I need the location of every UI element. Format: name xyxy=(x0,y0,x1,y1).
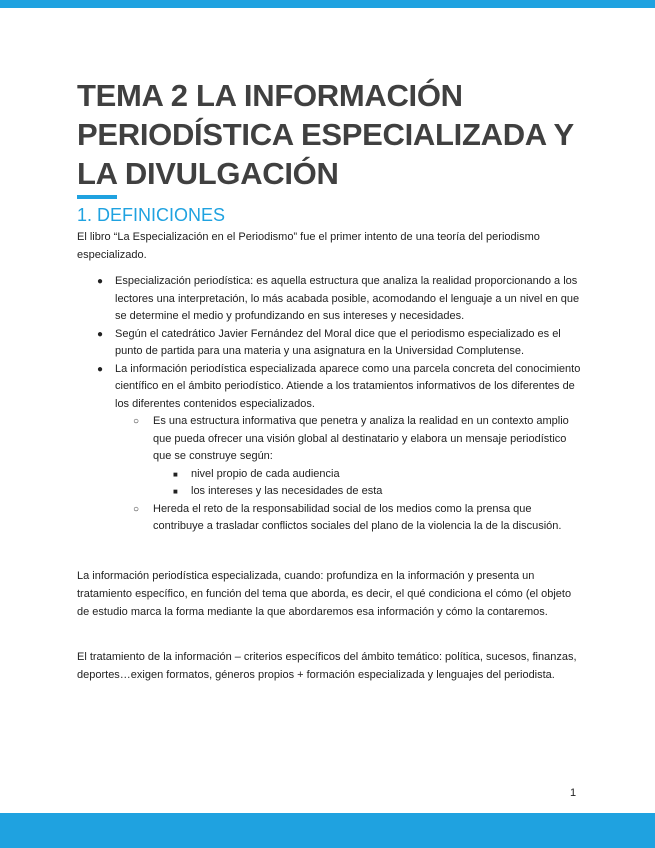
square-bullet-icon: ■ xyxy=(173,469,178,479)
list-item-text: Según el catedrático Javier Fernández del Moral dice que el periodismo especializado es el punto de partida para una materia y una asignatura en la Universidad Complutense. xyxy=(115,327,561,357)
section-heading: 1. DEFINICIONES xyxy=(77,205,226,225)
list-item-text: Especialización periodística: es aquella estructura que analiza la realidad proporcionando a los lectores una interpretación, lo más acabada posible, acomodando el lenguaje a un nivel en que se determine el medio y profundizando en sus intereses y necesidades. xyxy=(115,275,580,322)
bottom-accent-bar xyxy=(0,813,655,848)
bullet-icon: ● xyxy=(97,363,104,375)
list-item xyxy=(115,501,582,536)
title-underline-rule xyxy=(77,195,117,199)
list-item xyxy=(77,326,582,361)
bullet-icon: ● xyxy=(97,276,104,287)
list-item-text: La información periodística especializada aparece como una parcela concreta del conocimiento científico en el ámbito periodístico. Atiende a los tratamientos informativos de los diferentes de los diferentes contenidos especializados. xyxy=(115,362,581,410)
nested-list xyxy=(153,466,582,501)
body-paragraph-2: El tratamiento de la información – criterios específicos del ámbito temático: política, sucesos, finanzas, deportes…exigen formatos, géneros propios + formación especializada y lenguajes del periodista. xyxy=(77,651,577,681)
list-item-text: Es una estructura informativa que penetra y analiza la realidad en un contexto amplio que pueda ofrecer una visión global al destinatario y elabora un mensaje periodístico que se construye según: xyxy=(153,415,569,462)
list-item xyxy=(153,466,582,484)
list-item xyxy=(153,483,582,501)
list-item-text: los intereses y las necesidades de esta xyxy=(191,485,383,497)
bullet-icon: ● xyxy=(97,328,104,340)
document-title: TEMA 2 LA INFORMACIÓN PERIODÍSTICA ESPECIALIZADA Y LA DIVULGACIÓN xyxy=(77,78,574,191)
square-bullet-icon: ■ xyxy=(173,487,178,496)
intro-paragraph: El libro “La Especialización en el Periodismo” fue el primer intento de una teoría del periodismo especializado. xyxy=(77,231,540,261)
hollow-bullet-icon: ○ xyxy=(133,416,140,427)
top-accent-bar xyxy=(0,0,655,8)
list-item xyxy=(77,273,582,326)
list-item xyxy=(77,361,582,536)
hollow-bullet-icon: ○ xyxy=(133,503,140,515)
list-item-text: Hereda el reto de la responsabilidad social de los medios como la prensa que contribuye a trasladar conflictos sociales del plano de la violencia la de la discusión. xyxy=(153,502,562,532)
body-paragraph-1: La información periodística especializada, cuando: profundiza en la información y presenta un tratamiento específico, en función del tema que aborda, es decir, el qué condiciona el cómo (el objeto de estudio marca la forma mediante la que abordaremos esa información y cómo la contaremos. xyxy=(77,570,572,618)
list-item xyxy=(115,413,582,501)
page-number: 1 xyxy=(570,787,577,799)
list-item-text: nivel propio de cada audiencia xyxy=(191,467,340,480)
nested-list xyxy=(115,413,582,536)
definitions-list xyxy=(77,273,582,536)
